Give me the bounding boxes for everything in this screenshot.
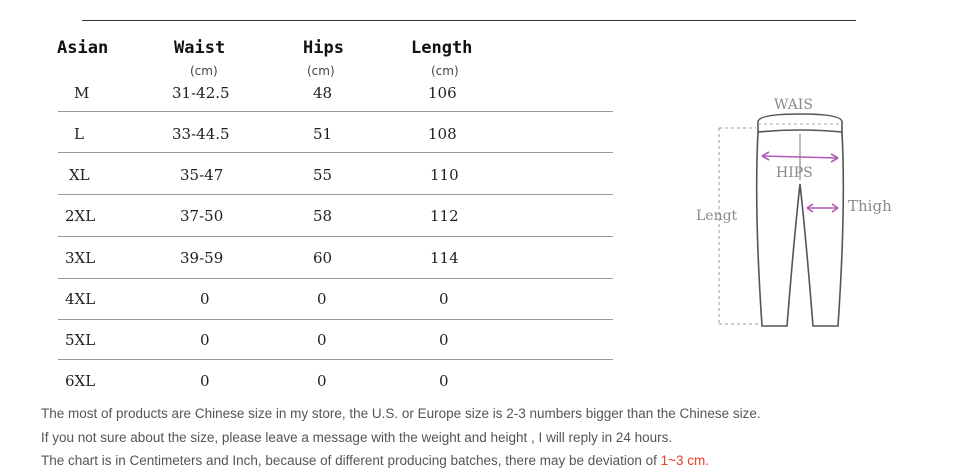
cell-waist: 0 (200, 331, 210, 349)
waist-label: WAIS (774, 97, 813, 113)
header-size: Asian (57, 38, 109, 58)
cell-waist: 37-50 (180, 207, 224, 225)
unit-waist: (cm) (190, 64, 218, 78)
cell-size: 5XL (65, 331, 96, 349)
row-divider (58, 236, 613, 237)
cell-size: 6XL (65, 372, 96, 390)
row-divider (58, 152, 613, 153)
row-divider (58, 319, 613, 320)
cell-hips: 58 (313, 207, 333, 225)
row-divider (58, 359, 613, 360)
cell-waist: 39-59 (180, 249, 224, 267)
length-label: Lengt (696, 208, 738, 224)
cell-hips: 0 (317, 331, 327, 349)
cell-size: 2XL (65, 207, 96, 225)
waistband-outline (758, 114, 842, 132)
row-divider (58, 194, 613, 195)
note-deviation (41, 453, 709, 468)
hips-arrow (762, 156, 838, 158)
cell-hips: 48 (313, 84, 333, 102)
cell-size: M (74, 84, 90, 102)
cell-length: 110 (430, 166, 459, 184)
pants-diagram (690, 88, 910, 338)
cell-waist: 0 (200, 290, 210, 308)
cell-size: 4XL (65, 290, 96, 308)
cell-hips: 51 (313, 125, 333, 143)
cell-length: 114 (430, 249, 459, 267)
cell-size: XL (69, 166, 90, 184)
cell-size: 3XL (65, 249, 96, 267)
cell-size: L (74, 125, 84, 143)
thigh-label: Thigh (848, 197, 892, 215)
cell-length: 0 (439, 290, 449, 308)
cell-hips: 60 (313, 249, 333, 267)
unit-length: (cm) (431, 64, 459, 78)
cell-length: 0 (439, 331, 449, 349)
unit-hips: (cm) (307, 64, 335, 78)
top-rule (82, 20, 856, 21)
note-contact: If you not sure about the size, please leave a message with the weight and height , I will reply in 24 hours. (41, 430, 673, 445)
header-waist: Waist (174, 38, 226, 58)
note-deviation-text: The chart is in Centimeters and Inch, because of different producing batches, there may be deviation of (41, 453, 661, 468)
row-divider (58, 111, 613, 112)
cell-length: 108 (428, 125, 457, 143)
note-deviation-highlight: 1~3 cm. (660, 453, 710, 468)
cell-waist: 35-47 (180, 166, 224, 184)
cell-hips: 0 (317, 372, 327, 390)
cell-length: 0 (439, 372, 449, 390)
cell-waist: 31-42.5 (172, 84, 230, 102)
hips-label: HIPS (776, 165, 813, 181)
cell-hips: 55 (313, 166, 333, 184)
cell-waist: 33-44.5 (172, 125, 230, 143)
note-size-difference: The most of products are Chinese size in my store, the U.S. or Europe size is 2-3 numbers bigger than the Chinese size. (41, 406, 761, 421)
header-length: Length (411, 38, 473, 58)
cell-length: 112 (430, 207, 459, 225)
cell-hips: 0 (317, 290, 327, 308)
header-hips: Hips (303, 38, 344, 58)
cell-waist: 0 (200, 372, 210, 390)
cell-length: 106 (428, 84, 457, 102)
row-divider (58, 278, 613, 279)
